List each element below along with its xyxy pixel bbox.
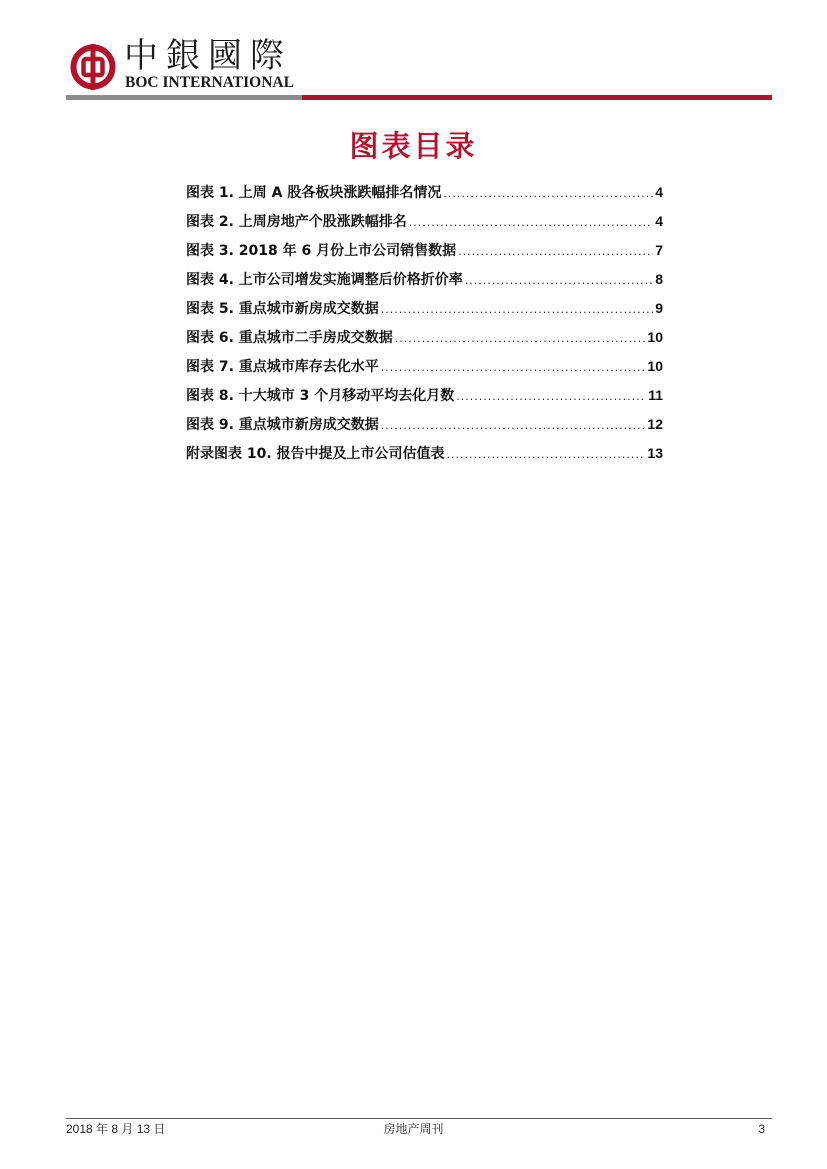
toc-entry[interactable] bbox=[186, 265, 663, 294]
toc-entry-page: 10 bbox=[647, 358, 663, 374]
toc-entry[interactable] bbox=[186, 381, 663, 410]
toc-entry-page: 12 bbox=[647, 416, 663, 432]
toc-entry-page: 8 bbox=[655, 271, 663, 287]
toc-entry-page: 7 bbox=[655, 242, 663, 258]
header-rule-red bbox=[302, 95, 772, 100]
page-header bbox=[0, 0, 827, 105]
toc-entry-page: 4 bbox=[655, 213, 663, 229]
toc-entry-label: 图表 1. 上周 A 股各板块涨跌幅排名情况 bbox=[186, 185, 442, 201]
toc-entry-page: 13 bbox=[647, 445, 663, 461]
toc-entry-page: 10 bbox=[647, 329, 663, 345]
toc-entry-label: 图表 4. 上市公司增发实施调整后价格折价率 bbox=[186, 272, 463, 288]
toc-entry-label: 附录图表 10. 报告中提及上市公司估值表 bbox=[186, 446, 445, 462]
toc-entry-label: 图表 8. 十大城市 3 个月移动平均去化月数 bbox=[186, 388, 455, 404]
toc-dot-leader bbox=[381, 353, 646, 382]
toc-entry[interactable] bbox=[186, 410, 663, 439]
toc-dot-leader bbox=[465, 266, 653, 295]
toc-dot-leader bbox=[409, 208, 653, 237]
header-rule-grey bbox=[66, 95, 302, 100]
footer-publication: 房地产周刊 bbox=[383, 1122, 444, 1136]
toc-dot-leader bbox=[456, 382, 646, 411]
toc-entry-page: 4 bbox=[655, 184, 663, 200]
toc-entry-label: 图表 3. 2018 年 6 月份上市公司销售数据 bbox=[186, 243, 457, 259]
boc-logo-icon bbox=[70, 44, 116, 90]
footer-rule bbox=[66, 1118, 772, 1119]
toc-dot-leader bbox=[381, 295, 653, 324]
toc-entry-label: 图表 5. 重点城市新房成交数据 bbox=[186, 301, 379, 317]
toc-entry-label: 图表 9. 重点城市新房成交数据 bbox=[186, 417, 379, 433]
logo-english-text: BOC INTERNATIONAL bbox=[125, 74, 294, 91]
toc-entry[interactable] bbox=[186, 323, 663, 352]
toc-entry[interactable] bbox=[186, 236, 663, 265]
toc-dot-leader bbox=[381, 411, 646, 440]
toc-entry[interactable] bbox=[186, 439, 663, 468]
toc-dot-leader bbox=[395, 324, 646, 353]
logo-chinese-text: 中銀國際 bbox=[124, 36, 292, 76]
footer-page-number: 3 bbox=[758, 1122, 765, 1136]
toc-entry-label: 图表 2. 上周房地产个股涨跌幅排名 bbox=[186, 214, 407, 230]
toc-entry[interactable] bbox=[186, 352, 663, 381]
toc-entry-label: 图表 6. 重点城市二手房成交数据 bbox=[186, 330, 393, 346]
toc-entry[interactable] bbox=[186, 207, 663, 236]
toc-entry[interactable] bbox=[186, 294, 663, 323]
footer-date: 2018 年 8 月 13 日 bbox=[66, 1122, 166, 1136]
toc-entry-label: 图表 7. 重点城市库存去化水平 bbox=[186, 359, 379, 375]
toc-entry-page: 11 bbox=[648, 387, 663, 403]
toc-dot-leader bbox=[447, 440, 646, 469]
toc-title: 图表目录 bbox=[349, 129, 478, 163]
toc-dot-leader bbox=[443, 179, 653, 208]
toc-list bbox=[186, 178, 663, 468]
toc-entry-page: 9 bbox=[655, 300, 663, 316]
toc-dot-leader bbox=[458, 237, 653, 266]
toc-entry[interactable] bbox=[186, 178, 663, 207]
